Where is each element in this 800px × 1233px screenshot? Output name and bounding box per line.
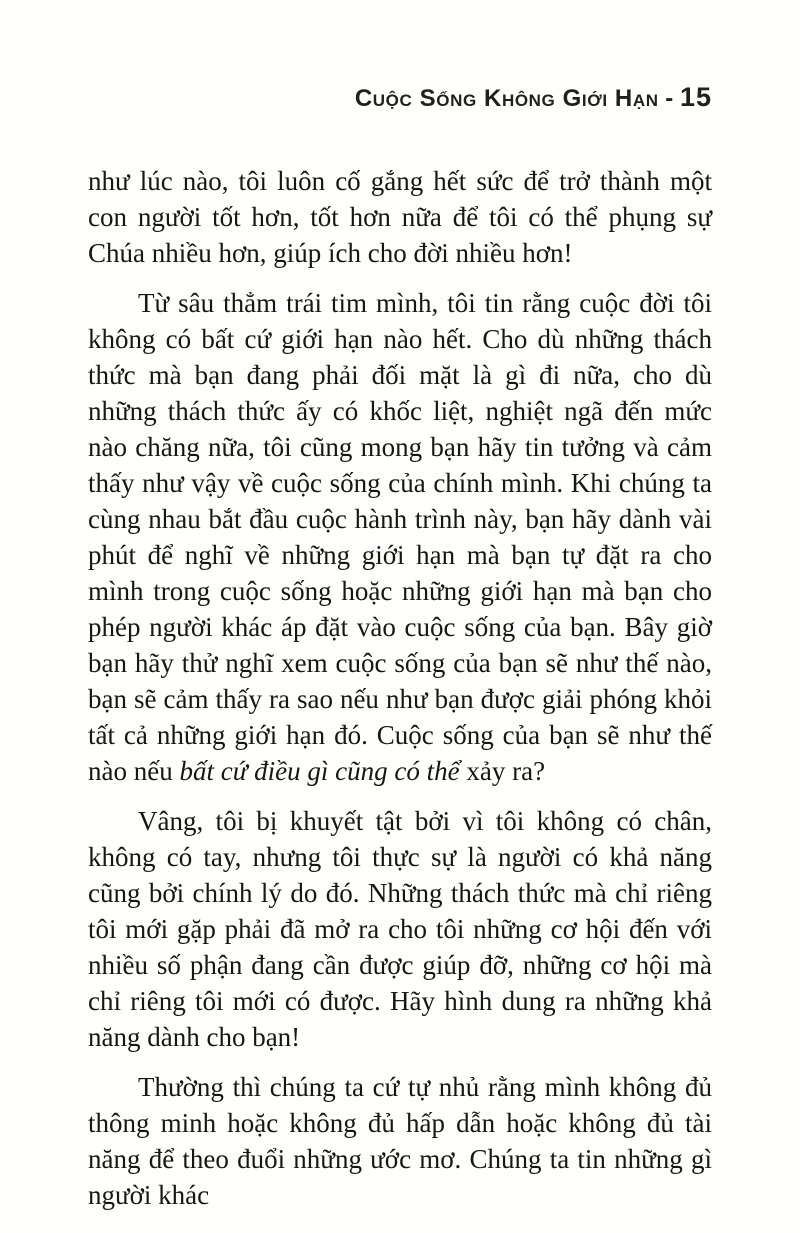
- paragraph-beliefs: [88, 285, 712, 789]
- running-header-title: Cuộc Sống Không Giới Hạn: [354, 85, 659, 112]
- page-body: [0, 113, 800, 1213]
- paragraph-disability: Vâng, tôi bị khuyết tật bởi vì tôi không có chân, không có tay, nhưng tôi thực sự là người có khả năng cũng bởi chính lý do đó. Những thách thức mà chỉ riêng tôi mới gặp phải đã mở ra cho tôi những cơ hội đến với nhiều số phận đang cần được giúp đỡ, những cơ hội mà chỉ riêng tôi mới có được. Hãy hình dung ra những khả năng dành cho bạn!: [88, 806, 712, 1052]
- paragraph-beliefs-text-end: xảy ra?: [459, 756, 546, 786]
- page-number: 15: [679, 82, 712, 112]
- running-header: [0, 0, 800, 113]
- running-header-separator: -: [658, 85, 680, 112]
- paragraph-self-doubt: Thường thì chúng ta cứ tự nhủ rằng mình không đủ thông minh hoặc không đủ hấp dẫn hoặc không đủ tài năng để theo đuổi những ước mơ. Chúng ta tin những gì người khác: [88, 1072, 712, 1210]
- paragraph-beliefs-italic-phrase: bất cứ điều gì cũng có thể: [179, 756, 460, 786]
- paragraph-beliefs-text: Từ sâu thẳm trái tim mình, tôi tin rằng cuộc đời tôi không có bất cứ giới hạn nào hết. Cho dù những thách thức mà bạn đang phải đối mặt là gì đi nữa, cho dù những thách thức ấy có khốc liệt, nghiệt ngã đến mức nào chăng nữa, tôi cũng mong bạn hãy tin tưởng và cảm thấy như vậy về cuộc sống của chính mình. Khi chúng ta cùng nhau bắt đầu cuộc hành trình này, bạn hãy dành vài phút để nghĩ về những giới hạn mà bạn tự đặt ra cho mình trong cuộc sống hoặc những giới hạn mà bạn cho phép người khác áp đặt vào cuộc sống của bạn. Bây giờ bạn hãy thử nghĩ xem cuộc sống của bạn sẽ như thế nào, bạn sẽ cảm thấy ra sao nếu như bạn được giải phóng khỏi tất cả những giới hạn đó. Cuộc sống của bạn sẽ như thế nào nếu: [88, 288, 712, 786]
- paragraph-continuation: như lúc nào, tôi luôn cố gắng hết sức để trở thành một con người tốt hơn, tốt hơn nữa để tôi có thể phụng sự Chúa nhiều hơn, giúp ích cho đời nhiều hơn!: [88, 166, 712, 268]
